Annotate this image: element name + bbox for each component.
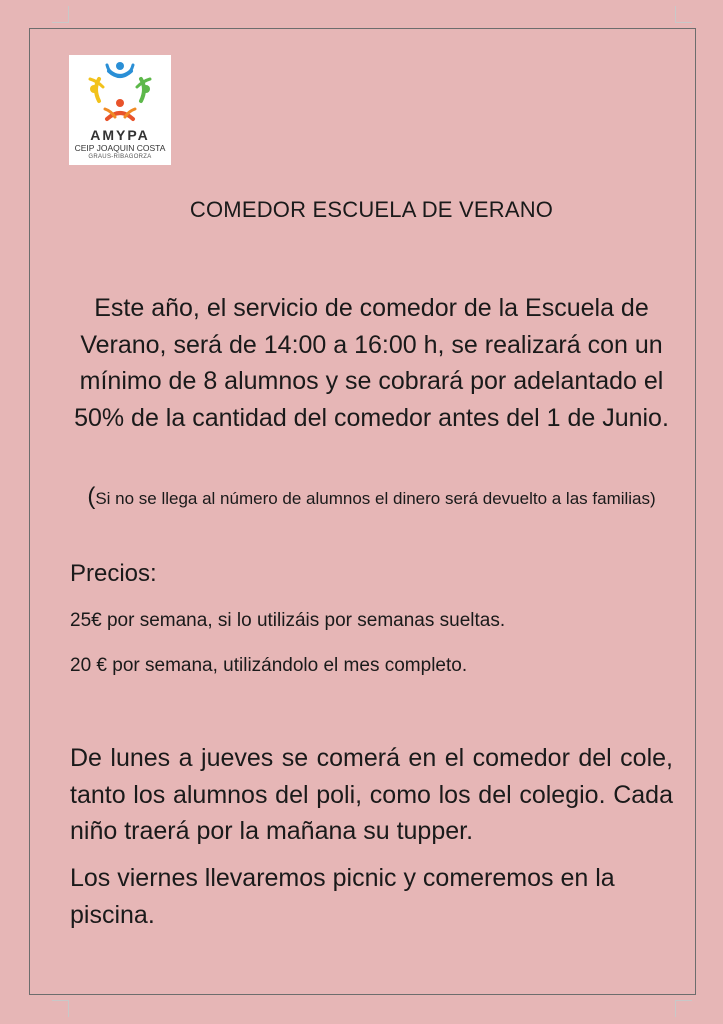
logo-school-name: CEIP JOAQUIN COSTA — [74, 143, 166, 153]
children-circle-logo-icon — [85, 59, 155, 127]
lunch-location-paragraph: De lunes a jueves se comerá en el comedor del cole, tanto los alumnos del poli, como los del colegio. Cada niño traerá por la mañana su tupper. — [70, 744, 673, 845]
price-weekly-full-month: 20 € por semana, utilizándolo el mes completo. — [70, 655, 468, 676]
amypa-logo — [69, 55, 171, 165]
logo-place: GRAUS-RIBAGORZA — [88, 154, 152, 160]
note-text: Si no se llega al número de alumnos el dinero será devuelto a las familias) — [95, 489, 656, 508]
friday-picnic-paragraph: Los viernes llevaremos picnic y comeremos en la piscina. — [70, 864, 615, 929]
page-title: COMEDOR ESCUELA DE VERANO — [189, 197, 554, 222]
note-open-paren: ( — [87, 483, 96, 510]
refund-note — [74, 482, 669, 514]
crop-mark-bottom-right — [675, 1000, 692, 1017]
price-weekly-loose: 25€ por semana, si lo utilizáis por semanas sueltas. — [70, 610, 506, 631]
crop-mark-top-right — [675, 6, 692, 23]
crop-mark-bottom-left — [52, 1000, 69, 1017]
prices-heading: Precios: — [70, 560, 157, 587]
intro-paragraph: Este año, el servicio de comedor de la Escuela de Verano, será de 14:00 a 16:00 h, se realizará con un mínimo de 8 alumnos y se cobrará por adelantado el 50% de la cantidad del comedor antes del 1 de Junio. — [74, 294, 669, 432]
logo-brand: AMYPA — [90, 127, 150, 143]
crop-mark-top-left — [52, 6, 69, 23]
